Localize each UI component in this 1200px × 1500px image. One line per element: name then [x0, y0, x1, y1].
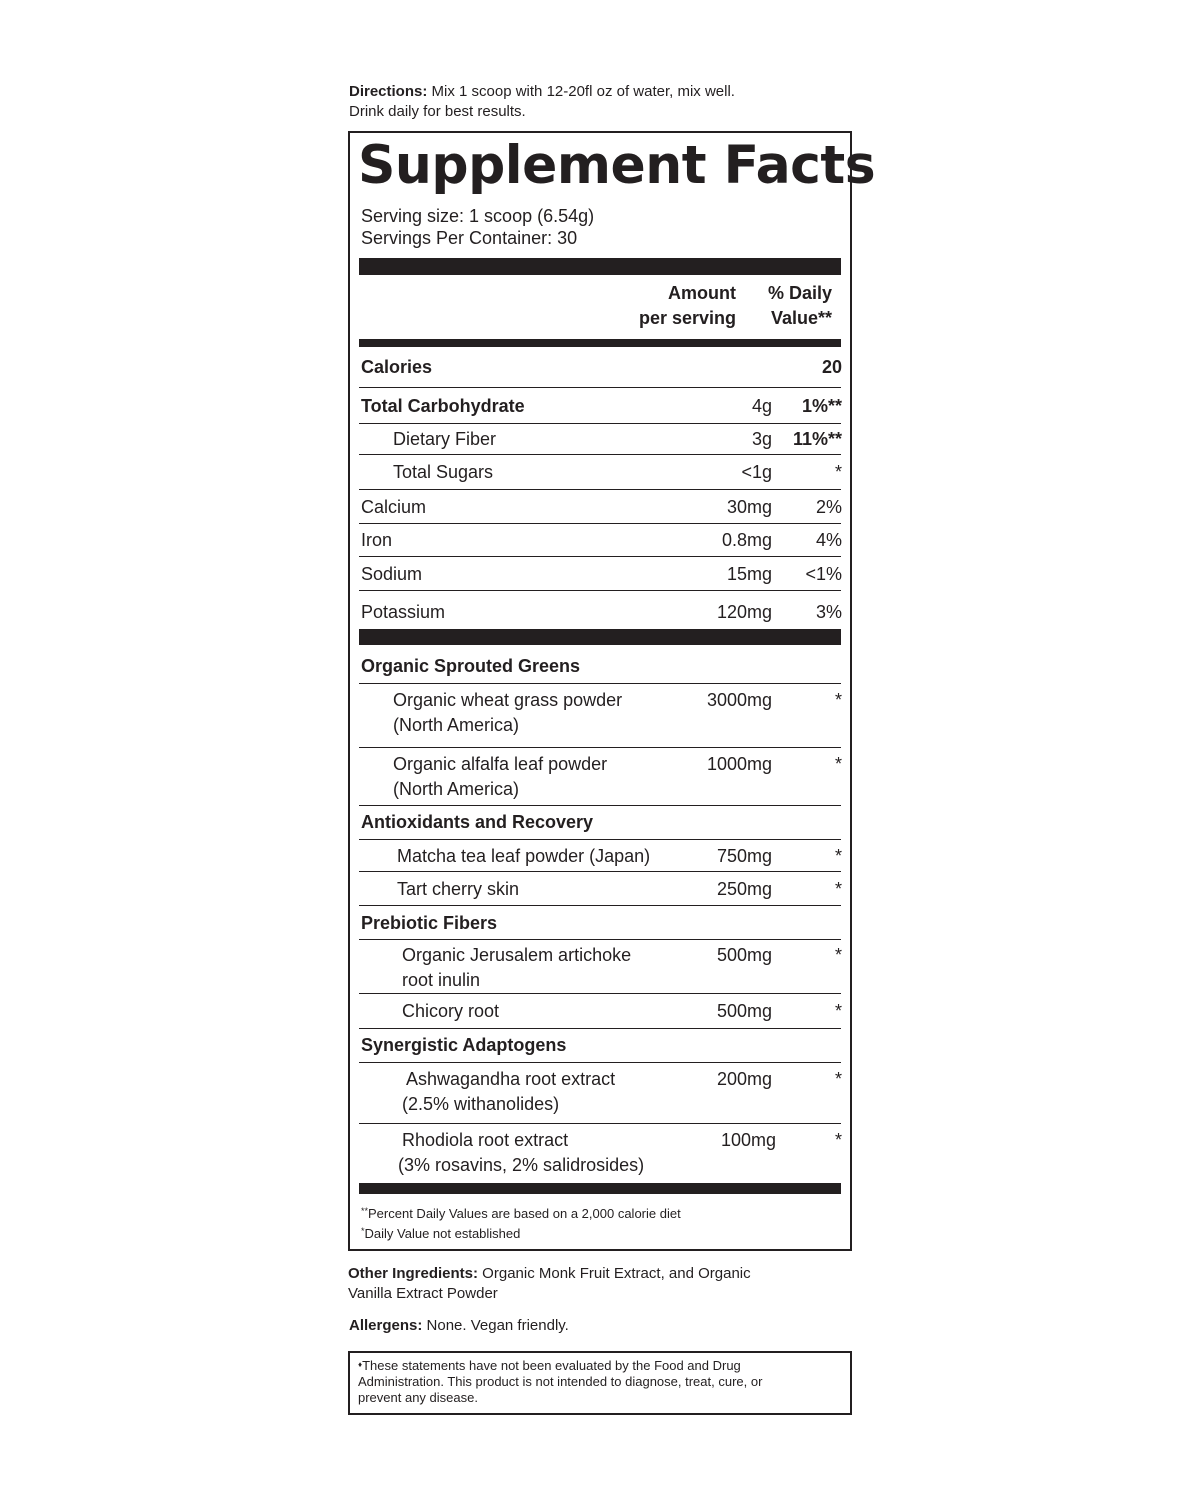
row-divider	[359, 387, 841, 388]
ingredient-name: Chicory root	[402, 1001, 500, 1021]
ingredient-dv: *	[834, 1001, 842, 1021]
header-amount	[639, 281, 736, 331]
blend-name: Antioxidants and Recovery	[361, 812, 594, 832]
row-divider	[359, 839, 841, 840]
nutrient-amount: 120mg	[716, 602, 772, 622]
ingredient-amount: 500mg	[716, 1001, 772, 1021]
header-amount-line2: per serving	[638, 308, 736, 328]
thick-divider	[359, 258, 841, 275]
nutrient-dv: 11%**	[792, 429, 842, 449]
ingredient-dv: *	[834, 879, 842, 899]
ingredient-amount: 500mg	[716, 945, 772, 965]
ingredient-dv: *	[834, 690, 842, 710]
ingredient-name: Organic wheat grass powder	[393, 690, 623, 710]
ingredient-name: Matcha tea leaf powder (Japan)	[397, 846, 651, 866]
ingredient-dv: *	[834, 754, 842, 774]
row-divider	[359, 1123, 841, 1124]
row-divider	[359, 590, 841, 591]
serving-size: Serving size: 1 scoop (6.54g)	[361, 206, 595, 226]
row-divider	[359, 1028, 841, 1029]
blend-name: Prebiotic Fibers	[361, 913, 498, 933]
allergens	[349, 1316, 569, 1336]
disclaimer-line2: Administration. This product is not intended to diagnose, treat, cure, or	[358, 1374, 763, 1389]
nutrient-name: Calories	[361, 357, 433, 377]
directions-body: Mix 1 scoop with 12-20fl oz of water, mix well.	[427, 83, 735, 100]
directions-label: Directions:	[349, 83, 428, 100]
medium-divider	[359, 339, 841, 347]
ingredient-detail: (2.5% withanolides)	[402, 1094, 560, 1114]
disclaimer-line1: These statements have not been evaluated by the Food and Drug	[362, 1358, 741, 1373]
ingredient-dv: *	[834, 846, 842, 866]
ingredient-dv: *	[834, 1130, 842, 1150]
nutrient-amount: 4g	[751, 396, 772, 416]
serving-info	[361, 205, 594, 249]
ingredient-amount: 250mg	[716, 879, 772, 899]
ingredient-detail: (3% rosavins, 2% salidrosides)	[398, 1155, 645, 1175]
header-dv-line1: % Daily	[767, 283, 832, 303]
nutrient-name: Potassium	[361, 602, 446, 622]
footnote-not-established	[361, 1221, 520, 1244]
ingredient-amount: 1000mg	[706, 754, 772, 774]
row-divider	[359, 993, 841, 994]
row-divider	[359, 683, 841, 684]
footnote-mark: **	[361, 1206, 369, 1216]
ingredient-name: Rhodiola root extract	[402, 1130, 569, 1150]
ingredient-amount: 100mg	[720, 1130, 776, 1150]
other-ingredients	[348, 1264, 828, 1304]
disclaimer-line3: prevent any disease.	[358, 1390, 478, 1405]
nutrient-amount: <1g	[741, 462, 772, 482]
directions-text	[349, 82, 829, 122]
ingredient-name: Tart cherry skin	[397, 879, 520, 899]
header-dv-line2: Value**	[770, 308, 832, 328]
nutrient-name: Dietary Fiber	[393, 429, 497, 449]
ingredient-detail: (North America)	[393, 715, 520, 735]
allergens-text: None. Vegan friendly.	[422, 1317, 569, 1334]
ingredient-dv: *	[834, 1069, 842, 1089]
nutrient-name: Total Carbohydrate	[361, 396, 525, 416]
nutrient-name: Calcium	[361, 497, 427, 517]
ingredient-dv: *	[834, 945, 842, 965]
footnote-mark: *	[361, 1226, 365, 1236]
fda-disclaimer	[348, 1351, 852, 1415]
nutrient-dv: <1%	[805, 564, 842, 584]
row-divider	[359, 805, 841, 806]
nutrient-dv: 1%**	[801, 396, 842, 416]
other-ingredients-label: Other Ingredients:	[348, 1265, 479, 1282]
ingredient-detail: (North America)	[393, 779, 520, 799]
supplement-facts-panel	[348, 131, 876, 1251]
diamond-icon: ♦	[358, 1360, 363, 1369]
ingredient-detail: root inulin	[402, 970, 481, 990]
allergens-label: Allergens:	[349, 1317, 423, 1334]
servings-per-container: Servings Per Container: 30	[361, 228, 578, 248]
nutrient-amount: 0.8mg	[721, 530, 772, 550]
row-divider	[359, 871, 841, 872]
nutrient-name: Iron	[361, 530, 393, 550]
ingredient-amount: 3000mg	[706, 690, 772, 710]
ingredient-amount: 750mg	[716, 846, 772, 866]
thick-divider	[359, 629, 841, 645]
row-divider	[359, 556, 841, 557]
row-divider	[359, 523, 841, 524]
nutrient-dv: 2%	[815, 497, 842, 517]
footnote-text: Daily Value not established	[364, 1226, 521, 1241]
blend-name: Organic Sprouted Greens	[361, 656, 581, 676]
header-daily-value	[768, 281, 832, 331]
other-ingredients-text: Organic Monk Fruit Extract, and Organic	[478, 1265, 751, 1282]
directions-line2: Drink daily for best results.	[349, 103, 526, 120]
ingredient-amount: 200mg	[716, 1069, 772, 1089]
panel-title: Supplement Facts	[358, 135, 876, 196]
nutrient-dv: 3%	[815, 602, 842, 622]
bottom-divider	[359, 1183, 841, 1194]
nutrient-dv: 4%	[815, 530, 842, 550]
nutrient-name: Total Sugars	[393, 462, 494, 482]
nutrient-dv: *	[834, 462, 842, 482]
nutrient-amount: 30mg	[726, 497, 772, 517]
ingredient-name: Organic Jerusalem artichoke	[402, 945, 632, 965]
header-amount-line1: Amount	[668, 283, 736, 303]
row-divider	[359, 939, 841, 940]
ingredient-name: Ashwagandha root extract	[406, 1069, 616, 1089]
row-divider	[359, 1062, 841, 1063]
nutrient-amount: 3g	[751, 429, 772, 449]
row-divider	[359, 747, 841, 748]
row-divider	[359, 423, 841, 424]
nutrient-dv: 20	[821, 357, 842, 377]
row-divider	[359, 489, 841, 490]
blend-name: Synergistic Adaptogens	[361, 1035, 567, 1055]
row-divider	[359, 905, 841, 906]
ingredient-name: Organic alfalfa leaf powder	[393, 754, 608, 774]
nutrient-name: Sodium	[361, 564, 423, 584]
footnote-text: Percent Daily Values are based on a 2,000 calorie diet	[368, 1206, 681, 1221]
row-divider	[359, 454, 841, 455]
nutrient-amount: 15mg	[726, 564, 772, 584]
other-ingredients-line2: Vanilla Extract Powder	[348, 1285, 498, 1302]
